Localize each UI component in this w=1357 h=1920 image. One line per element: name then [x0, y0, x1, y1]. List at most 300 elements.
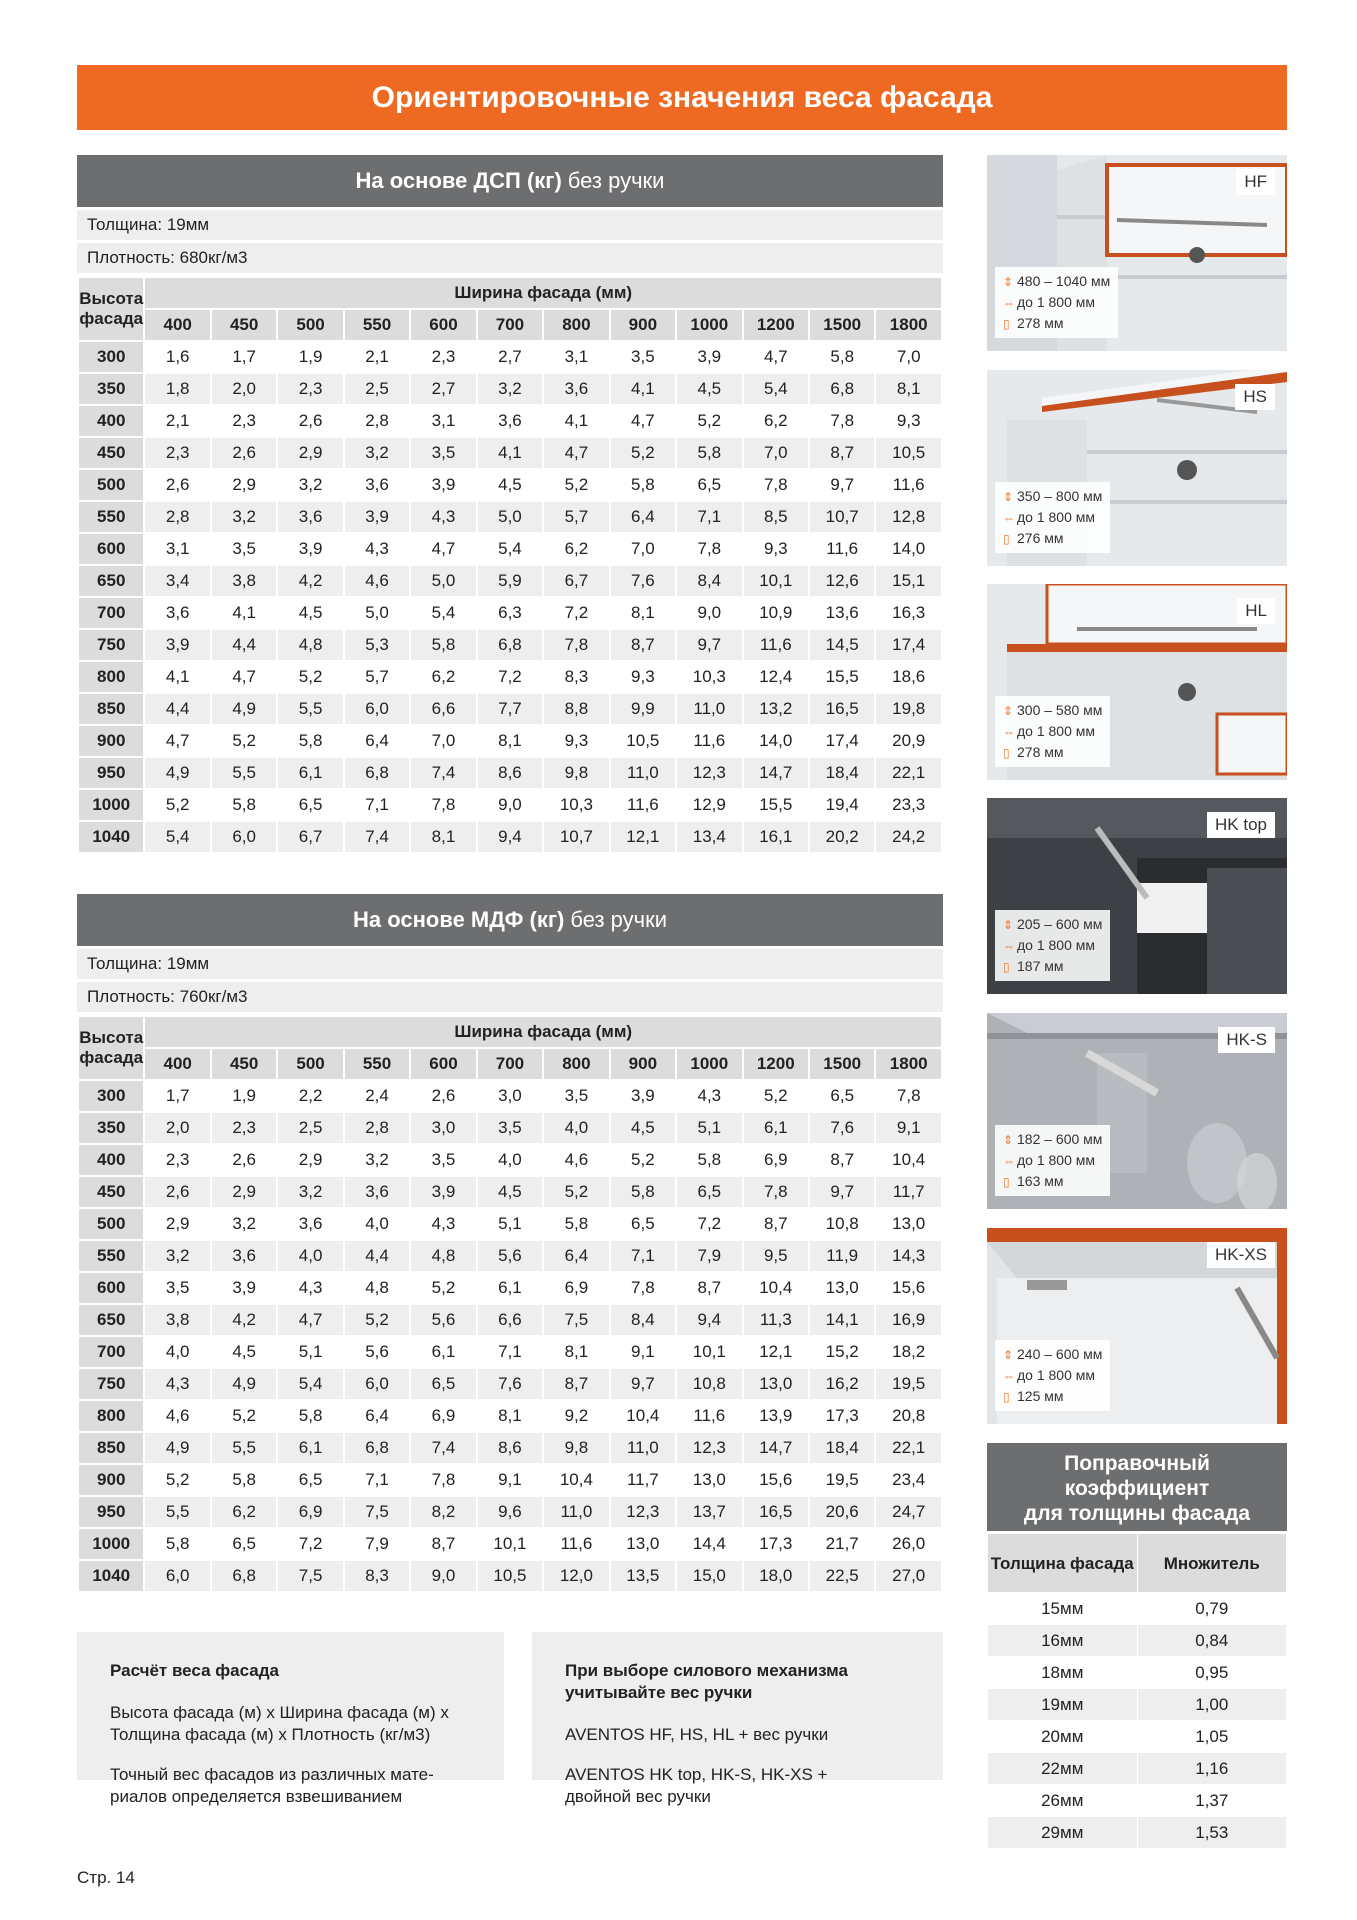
correction-thickness: 16мм	[988, 1625, 1138, 1657]
height-row-header: 750	[78, 1368, 144, 1400]
weight-cell: 7,0	[610, 533, 676, 565]
weight-cell: 5,8	[211, 789, 277, 821]
spec-width	[1003, 1365, 1102, 1386]
weight-cell: 8,3	[344, 1560, 410, 1592]
weight-cell: 5,2	[543, 469, 609, 501]
spec-depth-value: 187 мм	[1017, 958, 1064, 974]
weight-cell: 1,7	[144, 1080, 210, 1112]
weight-cell: 3,6	[344, 1176, 410, 1208]
table-row	[78, 821, 942, 853]
weight-cell: 3,0	[477, 1080, 543, 1112]
weight-cell: 11,0	[676, 693, 742, 725]
weight-cell: 5,8	[410, 629, 476, 661]
weight-cell: 9,9	[610, 693, 676, 725]
weight-cell: 11,9	[809, 1240, 875, 1272]
table-row	[78, 565, 942, 597]
spec-width	[1003, 1150, 1102, 1171]
weight-cell: 8,7	[610, 629, 676, 661]
depth-icon: ▯	[1003, 317, 1010, 331]
weight-cell: 12,1	[610, 821, 676, 853]
weight-cell: 2,3	[144, 1144, 210, 1176]
width-col-header: 500	[277, 1048, 343, 1080]
weight-cell: 6,5	[610, 1208, 676, 1240]
product-card-hf	[987, 155, 1287, 351]
weight-cell: 18,4	[809, 1432, 875, 1464]
weight-cell: 6,5	[277, 1464, 343, 1496]
height-arrow-icon: ⇕	[1003, 490, 1014, 504]
spec-height	[1003, 1344, 1102, 1365]
weight-cell: 6,1	[743, 1112, 809, 1144]
weight-cell: 1,8	[144, 373, 210, 405]
weight-cell: 6,2	[211, 1496, 277, 1528]
height-row-header: 1040	[78, 1560, 144, 1592]
table-row	[78, 1112, 942, 1144]
weight-cell: 7,8	[743, 1176, 809, 1208]
correction-title	[987, 1443, 1287, 1531]
table-row	[78, 1272, 942, 1304]
spec-height-value: 300 – 580 мм	[1017, 702, 1103, 718]
weight-cell: 5,0	[410, 565, 476, 597]
weight-cell: 9,1	[610, 1336, 676, 1368]
weight-cell: 10,1	[743, 565, 809, 597]
spec-width	[1003, 292, 1110, 313]
weight-cell: 16,1	[743, 821, 809, 853]
weight-cell: 6,0	[144, 1560, 210, 1592]
weight-cell: 15,6	[875, 1272, 942, 1304]
weight-cell: 13,7	[676, 1496, 742, 1528]
weight-cell: 20,6	[809, 1496, 875, 1528]
weight-cell: 6,9	[743, 1144, 809, 1176]
weight-cell: 3,0	[410, 1112, 476, 1144]
weight-cell: 3,5	[211, 533, 277, 565]
width-col-header: 1500	[809, 1048, 875, 1080]
weight-cell: 9,3	[875, 405, 942, 437]
weight-cell: 4,3	[144, 1368, 210, 1400]
weight-cell: 8,4	[610, 1304, 676, 1336]
product-specs	[995, 1125, 1110, 1196]
spec-depth-value: 276 мм	[1017, 530, 1064, 546]
weight-cell: 8,6	[477, 1432, 543, 1464]
product-card-hk-xs	[987, 1228, 1287, 1424]
product-name: HL	[1237, 598, 1275, 624]
correction-multiplier: 1,00	[1137, 1689, 1287, 1721]
weight-cell: 6,0	[211, 821, 277, 853]
spec-height-value: 480 – 1040 мм	[1017, 273, 1111, 289]
weight-cell: 5,2	[610, 1144, 676, 1176]
weight-cell: 6,6	[477, 1304, 543, 1336]
weight-cell: 6,8	[477, 629, 543, 661]
weight-cell: 2,9	[277, 1144, 343, 1176]
weight-cell: 12,4	[743, 661, 809, 693]
weight-cell: 11,6	[743, 629, 809, 661]
weight-cell: 5,5	[144, 1496, 210, 1528]
correction-multiplier: 1,37	[1137, 1785, 1287, 1817]
handle-box	[532, 1632, 943, 1806]
height-arrow-icon: ⇕	[1003, 704, 1014, 718]
weight-cell: 3,4	[144, 565, 210, 597]
width-col-header: 900	[610, 1048, 676, 1080]
spec-width	[1003, 935, 1102, 956]
weight-cell: 6,9	[277, 1496, 343, 1528]
weight-cell: 3,6	[277, 501, 343, 533]
handle-line1: AVENTOS HF, HS, HL + вес ручки	[565, 1725, 829, 1744]
height-arrow-icon: ⇕	[1003, 1348, 1014, 1362]
correction-title-line1: Поправочный	[1064, 1452, 1210, 1475]
product-name: HF	[1236, 169, 1275, 195]
table-row	[78, 1176, 942, 1208]
weight-cell: 7,1	[676, 501, 742, 533]
height-row-header: 700	[78, 597, 144, 629]
table-row	[78, 661, 942, 693]
weight-cell: 9,3	[610, 661, 676, 693]
weight-cell: 27,0	[875, 1560, 942, 1592]
height-row-header: 450	[78, 437, 144, 469]
weight-cell: 9,1	[875, 1112, 942, 1144]
weight-cell: 18,0	[743, 1560, 809, 1592]
weight-cell: 10,1	[477, 1528, 543, 1560]
weight-cell: 11,0	[543, 1496, 609, 1528]
weight-cell: 13,9	[743, 1400, 809, 1432]
weight-cell: 12,6	[809, 565, 875, 597]
product-name: HS	[1235, 384, 1275, 410]
weight-cell: 18,4	[809, 757, 875, 789]
table-row	[78, 1400, 942, 1432]
weight-cell: 17,4	[875, 629, 942, 661]
table-row	[78, 1144, 942, 1176]
weight-cell: 7,6	[809, 1112, 875, 1144]
weight-cell: 12,0	[543, 1560, 609, 1592]
calc-box	[77, 1632, 504, 1806]
weight-cell: 14,7	[743, 1432, 809, 1464]
weight-cell: 15,5	[809, 661, 875, 693]
weight-cell: 5,4	[277, 1368, 343, 1400]
weight-cell: 19,5	[875, 1368, 942, 1400]
weight-cell: 9,4	[477, 821, 543, 853]
weight-cell: 4,0	[543, 1112, 609, 1144]
weight-cell: 6,5	[211, 1528, 277, 1560]
weight-cell: 3,2	[477, 373, 543, 405]
width-col-header: 500	[277, 309, 343, 341]
width-col-header: 1200	[743, 1048, 809, 1080]
spec-width-value: до 1 800 мм	[1017, 509, 1096, 525]
weight-cell: 4,1	[144, 661, 210, 693]
table-row	[78, 469, 942, 501]
page-number: Стр. 14	[77, 1868, 135, 1887]
weight-cell: 14,7	[743, 757, 809, 789]
height-row-header: 650	[78, 565, 144, 597]
width-col-header: 400	[144, 1048, 210, 1080]
weight-cell: 8,1	[410, 821, 476, 853]
table-row	[78, 597, 942, 629]
weight-cell: 5,8	[211, 1464, 277, 1496]
mdf-table-block	[77, 894, 943, 1593]
width-arrow-icon: ⇔	[1003, 1369, 1015, 1383]
mdf-title-light: без ручки	[570, 907, 668, 932]
weight-cell: 4,5	[211, 1336, 277, 1368]
width-col-header: 800	[543, 1048, 609, 1080]
table-row	[78, 373, 942, 405]
weight-cell: 5,2	[344, 1304, 410, 1336]
weight-cell: 12,1	[743, 1336, 809, 1368]
weight-cell: 12,3	[676, 1432, 742, 1464]
weight-cell: 6,8	[344, 757, 410, 789]
weight-cell: 2,8	[344, 405, 410, 437]
spec-depth	[1003, 313, 1110, 334]
weight-cell: 4,8	[410, 1240, 476, 1272]
weight-cell: 1,7	[211, 341, 277, 373]
weight-cell: 15,0	[676, 1560, 742, 1592]
correction-thickness: 20мм	[988, 1721, 1138, 1753]
weight-cell: 4,6	[543, 1144, 609, 1176]
height-row-header: 950	[78, 757, 144, 789]
weight-cell: 5,2	[743, 1080, 809, 1112]
height-row-header: 850	[78, 1432, 144, 1464]
height-row-header: 800	[78, 1400, 144, 1432]
weight-cell: 3,2	[144, 1240, 210, 1272]
correction-thickness: 26мм	[988, 1785, 1138, 1817]
weight-cell: 7,6	[610, 565, 676, 597]
spec-height-value: 182 – 600 мм	[1017, 1131, 1103, 1147]
weight-cell: 5,2	[144, 789, 210, 821]
weight-cell: 5,4	[410, 597, 476, 629]
product-specs	[995, 267, 1118, 338]
weight-cell: 11,3	[743, 1304, 809, 1336]
weight-cell: 11,6	[875, 469, 942, 501]
weight-cell: 9,7	[610, 1368, 676, 1400]
weight-cell: 14,0	[875, 533, 942, 565]
weight-cell: 5,5	[211, 757, 277, 789]
weight-cell: 23,3	[875, 789, 942, 821]
correction-title-line2: коэффициент	[1064, 1477, 1210, 1500]
width-col-header: 550	[344, 309, 410, 341]
dsp-width-span-header: Ширина фасада (мм)	[144, 277, 942, 309]
weight-cell: 4,5	[477, 469, 543, 501]
weight-cell: 2,8	[344, 1112, 410, 1144]
weight-cell: 5,4	[743, 373, 809, 405]
spec-depth	[1003, 1386, 1102, 1407]
weight-cell: 9,7	[676, 629, 742, 661]
weight-cell: 6,7	[543, 565, 609, 597]
correction-col-multiplier: Множитель	[1137, 1534, 1287, 1593]
spec-height	[1003, 486, 1102, 507]
dsp-table-block	[77, 155, 943, 854]
weight-cell: 13,0	[676, 1464, 742, 1496]
weight-cell: 4,3	[410, 1208, 476, 1240]
weight-cell: 3,9	[211, 1272, 277, 1304]
weight-cell: 4,8	[277, 629, 343, 661]
weight-cell: 12,3	[610, 1496, 676, 1528]
weight-cell: 4,5	[676, 373, 742, 405]
weight-cell: 6,4	[344, 725, 410, 757]
weight-cell: 7,7	[477, 693, 543, 725]
correction-thickness: 19мм	[988, 1689, 1138, 1721]
weight-cell: 8,1	[875, 373, 942, 405]
weight-cell: 6,2	[743, 405, 809, 437]
weight-cell: 3,9	[676, 341, 742, 373]
weight-cell: 4,9	[144, 1432, 210, 1464]
weight-cell: 6,4	[543, 1240, 609, 1272]
weight-cell: 20,2	[809, 821, 875, 853]
weight-cell: 6,7	[277, 821, 343, 853]
weight-cell: 19,4	[809, 789, 875, 821]
height-row-header: 400	[78, 1144, 144, 1176]
correction-row	[988, 1721, 1287, 1753]
weight-cell: 3,9	[410, 469, 476, 501]
dsp-title-bold: На основе ДСП (кг)	[355, 168, 562, 193]
weight-cell: 4,2	[277, 565, 343, 597]
weight-cell: 2,3	[277, 373, 343, 405]
weight-cell: 3,6	[543, 373, 609, 405]
weight-cell: 2,5	[277, 1112, 343, 1144]
correction-row	[988, 1625, 1287, 1657]
correction-multiplier: 1,05	[1137, 1721, 1287, 1753]
weight-cell: 3,2	[344, 437, 410, 469]
weight-cell: 14,0	[743, 725, 809, 757]
height-row-header: 850	[78, 693, 144, 725]
mdf-weight-table	[77, 1015, 943, 1593]
weight-cell: 5,2	[543, 1176, 609, 1208]
spec-width-value: до 1 800 мм	[1017, 1152, 1096, 1168]
correction-multiplier: 0,95	[1137, 1657, 1287, 1689]
weight-cell: 2,7	[410, 373, 476, 405]
table-row	[78, 757, 942, 789]
weight-cell: 10,9	[743, 597, 809, 629]
calc-title: Расчёт веса фасада	[110, 1661, 279, 1680]
depth-icon: ▯	[1003, 532, 1010, 546]
weight-cell: 10,5	[610, 725, 676, 757]
weight-cell: 7,0	[743, 437, 809, 469]
weight-cell: 10,3	[543, 789, 609, 821]
dsp-corner-header: Высота фасада	[78, 277, 144, 341]
weight-cell: 13,4	[676, 821, 742, 853]
weight-cell: 9,1	[477, 1464, 543, 1496]
weight-cell: 2,2	[277, 1080, 343, 1112]
table-row	[78, 1080, 942, 1112]
spec-height	[1003, 700, 1102, 721]
weight-cell: 7,8	[610, 1272, 676, 1304]
product-card-hk-top	[987, 798, 1287, 994]
weight-cell: 9,0	[676, 597, 742, 629]
mdf-thickness: Толщина: 19мм	[77, 949, 943, 979]
weight-cell: 12,3	[676, 757, 742, 789]
table-row	[78, 693, 942, 725]
height-row-header: 500	[78, 1208, 144, 1240]
spec-depth-value: 125 мм	[1017, 1388, 1064, 1404]
weight-cell: 6,8	[809, 373, 875, 405]
handle-line2: AVENTOS HK top, HK-S, HK-XS + двойной вес ручки	[565, 1765, 828, 1806]
table-row	[78, 1368, 942, 1400]
spec-depth-value: 278 мм	[1017, 744, 1064, 760]
weight-cell: 2,8	[144, 501, 210, 533]
weight-cell: 2,3	[144, 437, 210, 469]
weight-cell: 6,8	[344, 1432, 410, 1464]
weight-cell: 2,9	[144, 1208, 210, 1240]
width-arrow-icon: ⇔	[1003, 1154, 1015, 1168]
weight-cell: 5,5	[211, 1432, 277, 1464]
correction-row	[988, 1593, 1287, 1625]
weight-cell: 9,6	[477, 1496, 543, 1528]
weight-cell: 7,6	[477, 1368, 543, 1400]
weight-cell: 4,5	[277, 597, 343, 629]
weight-cell: 4,6	[144, 1400, 210, 1432]
width-col-header: 900	[610, 309, 676, 341]
weight-cell: 2,9	[211, 1176, 277, 1208]
weight-cell: 3,5	[410, 437, 476, 469]
weight-cell: 7,2	[477, 661, 543, 693]
weight-cell: 11,7	[610, 1464, 676, 1496]
table-row	[78, 1304, 942, 1336]
weight-cell: 5,4	[477, 533, 543, 565]
height-row-header: 750	[78, 629, 144, 661]
weight-cell: 3,2	[211, 1208, 277, 1240]
weight-cell: 3,8	[211, 565, 277, 597]
weight-cell: 8,7	[676, 1272, 742, 1304]
spec-width-value: до 1 800 мм	[1017, 1367, 1096, 1383]
weight-cell: 9,5	[743, 1240, 809, 1272]
weight-cell: 4,1	[543, 405, 609, 437]
table-row	[78, 1464, 942, 1496]
weight-cell: 2,3	[410, 341, 476, 373]
weight-cell: 7,2	[543, 597, 609, 629]
weight-cell: 2,9	[277, 437, 343, 469]
weight-cell: 3,6	[277, 1208, 343, 1240]
height-row-header: 350	[78, 1112, 144, 1144]
weight-cell: 4,3	[344, 533, 410, 565]
weight-cell: 14,5	[809, 629, 875, 661]
weight-cell: 3,5	[410, 1144, 476, 1176]
weight-cell: 4,2	[211, 1304, 277, 1336]
weight-cell: 6,5	[676, 1176, 742, 1208]
weight-cell: 8,1	[477, 1400, 543, 1432]
width-col-header: 800	[543, 309, 609, 341]
weight-cell: 6,5	[410, 1368, 476, 1400]
weight-cell: 3,5	[543, 1080, 609, 1112]
weight-cell: 5,3	[344, 629, 410, 661]
weight-cell: 7,4	[410, 1432, 476, 1464]
correction-thickness: 18мм	[988, 1657, 1138, 1689]
weight-cell: 9,3	[743, 533, 809, 565]
weight-cell: 5,6	[477, 1240, 543, 1272]
height-row-header: 1040	[78, 821, 144, 853]
height-row-header: 1000	[78, 789, 144, 821]
weight-cell: 3,5	[610, 341, 676, 373]
weight-cell: 11,6	[610, 789, 676, 821]
correction-table-block	[987, 1443, 1287, 1849]
weight-cell: 10,7	[543, 821, 609, 853]
weight-cell: 7,8	[543, 629, 609, 661]
weight-cell: 4,7	[277, 1304, 343, 1336]
weight-cell: 13,5	[610, 1560, 676, 1592]
weight-cell: 5,2	[211, 725, 277, 757]
height-row-header: 450	[78, 1176, 144, 1208]
weight-cell: 4,0	[477, 1144, 543, 1176]
product-card-hs	[987, 370, 1287, 566]
weight-cell: 4,4	[344, 1240, 410, 1272]
weight-cell: 7,4	[410, 757, 476, 789]
weight-cell: 16,2	[809, 1368, 875, 1400]
weight-cell: 3,1	[410, 405, 476, 437]
weight-cell: 6,3	[477, 597, 543, 629]
weight-cell: 5,1	[477, 1208, 543, 1240]
correction-row	[988, 1689, 1287, 1721]
weight-cell: 10,4	[543, 1464, 609, 1496]
product-name: HK top	[1207, 812, 1275, 838]
dsp-table-body	[78, 277, 942, 853]
weight-cell: 11,6	[543, 1528, 609, 1560]
height-row-header: 650	[78, 1304, 144, 1336]
weight-cell: 2,0	[144, 1112, 210, 1144]
weight-cell: 3,1	[543, 341, 609, 373]
